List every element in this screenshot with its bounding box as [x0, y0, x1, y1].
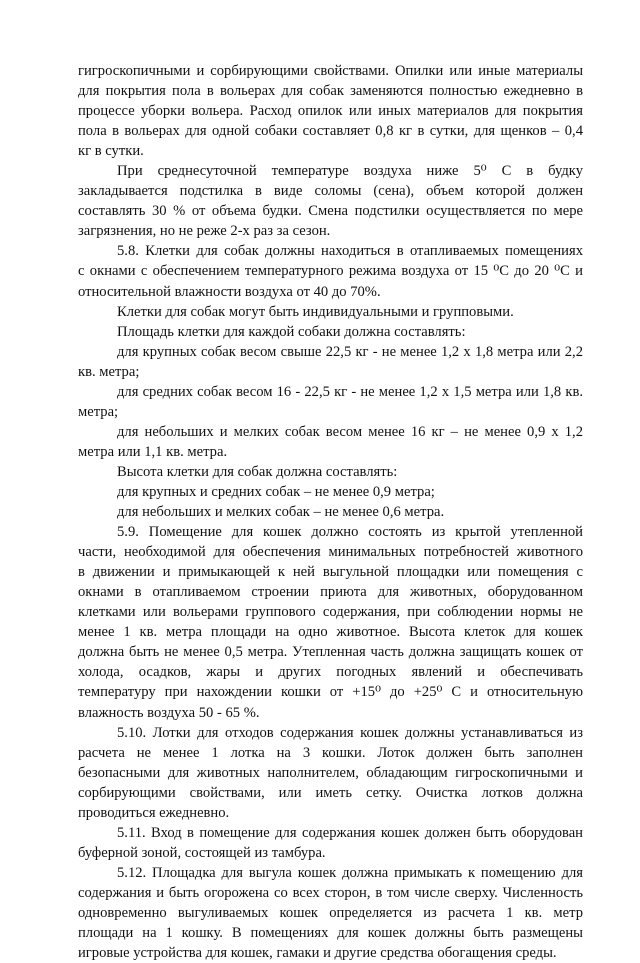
text-line: безопасными для животных наполнителем, обладающим гигроскопичными и [78, 764, 583, 781]
text-line: пола в вольерах для одной собаки составляет 0,8 кг в сутки, для щенков – 0,4 [78, 123, 583, 140]
text-line: части, необходимой для обеспечения минимальных потребностей животного [78, 544, 583, 561]
text-line: относительной влажности воздуха от 40 до 70%. [78, 283, 381, 300]
document-body [78, 61, 583, 963]
text-line: процессе уборки вольера. Расход опилок или иных материалов для покрытия [78, 103, 583, 120]
text-line: влажность воздуха 50 - 65 %. [78, 704, 260, 721]
text-line: метра; [78, 403, 119, 420]
text-line: Клетки для собак могут быть индивидуальными и групповыми. [117, 303, 514, 320]
text-line: для средних собак весом 16 - 22,5 кг - не менее 1,2 х 1,5 метра или 1,8 кв. [117, 383, 583, 400]
text-line: 5.10. Лотки для отходов содержания кошек должны устанавливаться из [117, 724, 583, 741]
text-line: проводиться ежедневно. [78, 804, 230, 821]
text-line: с окнами с обеспечением температурного режима воздуха от 15 ⁰С до 20 ⁰С и [78, 263, 583, 280]
text-line: 5.9. Помещение для кошек должно состоять из крытой утепленной [117, 524, 583, 541]
text-line: для покрытия пола в вольерах для собак заменяются полностью ежедневно в [78, 83, 583, 100]
text-line: холода, осадков, жары и других погодных явлений и обеспечивать [78, 664, 583, 681]
text-line: закладывается подстилка в виде соломы (сена), объем которой должен [78, 183, 583, 200]
text-line: Площадь клетки для каждой собаки должна составлять: [117, 323, 466, 340]
text-line: Высота клетки для собак должна составлять: [117, 463, 398, 480]
text-line: для небольших и мелких собак – не менее 0,6 метра. [117, 504, 445, 521]
text-line: буферной зоной, состоящей из тамбура. [78, 844, 326, 861]
text-line: для крупных и средних собак – не менее 0,9 метра; [117, 483, 435, 500]
text-line: кв. метра; [78, 363, 140, 380]
text-line: игровые устройства для кошек, гамаки и другие средства обогащения среды. [78, 945, 557, 962]
text-line: 5.11. Вход в помещение для содержания кошек должен быть оборудован [117, 824, 583, 841]
text-line: загрязнения, но не реже 2-х раз за сезон. [78, 223, 331, 240]
text-line: кг в сутки. [78, 143, 144, 160]
text-line: для крупных собак весом свыше 22,5 кг - не менее 1,2 х 1,8 метра или 2,2 [117, 343, 583, 360]
text-line: сорбирующими свойствами, или иметь сетку. Очистка лотков должна [78, 784, 583, 801]
text-line: расчета не менее 1 лотка на 3 кошки. Лоток должен быть заполнен [78, 744, 583, 761]
text-line: 5.8. Клетки для собак должны находиться в отапливаемых помещениях [117, 243, 583, 260]
text-line: должна быть не менее 0,5 метра. Утепленная часть должна защищать кошек от [78, 644, 583, 661]
text-line: метра или 1,1 кв. метра. [78, 443, 228, 460]
text-line: площади на 1 кошку. В помещениях для кошек должны быть размещены [78, 925, 583, 942]
text-line: менее 1 кв. метра площади на одно животное. Высота клеток для кошек [78, 624, 583, 641]
text-line: для небольших и мелких собак весом менее 16 кг – не менее 0,9 х 1,2 [117, 423, 583, 440]
text-line: температуру при нахождении кошки от +15⁰ до +25⁰ С и относительную [78, 684, 583, 701]
text-line: в движении и примыкающей к ней выгульной площадки или помещения с [78, 564, 583, 581]
text-line: составлять 30 % от объема будки. Смена подстилки осуществляется по мере [78, 203, 583, 220]
text-line: одновременно выгуливаемых кошек определяется из расчета 1 кв. метр [78, 904, 583, 921]
text-line: При среднесуточной температуре воздуха ниже 5⁰ С в будку [117, 163, 583, 180]
text-line: клетками или вольерами группового содержания, при соблюдении нормы не [78, 604, 583, 621]
text-line: окнами в отапливаемом строении приюта для животных, оборудованном [78, 584, 583, 601]
text-line: 5.12. Площадка для выгула кошек должна примыкать к помещению для [117, 864, 583, 881]
text-line: гигроскопичными и сорбирующими свойствами. Опилки или иные материалы [78, 63, 583, 79]
text-line: содержания и быть огорожена со всех сторон, в том числе сверху. Численность [78, 884, 583, 901]
